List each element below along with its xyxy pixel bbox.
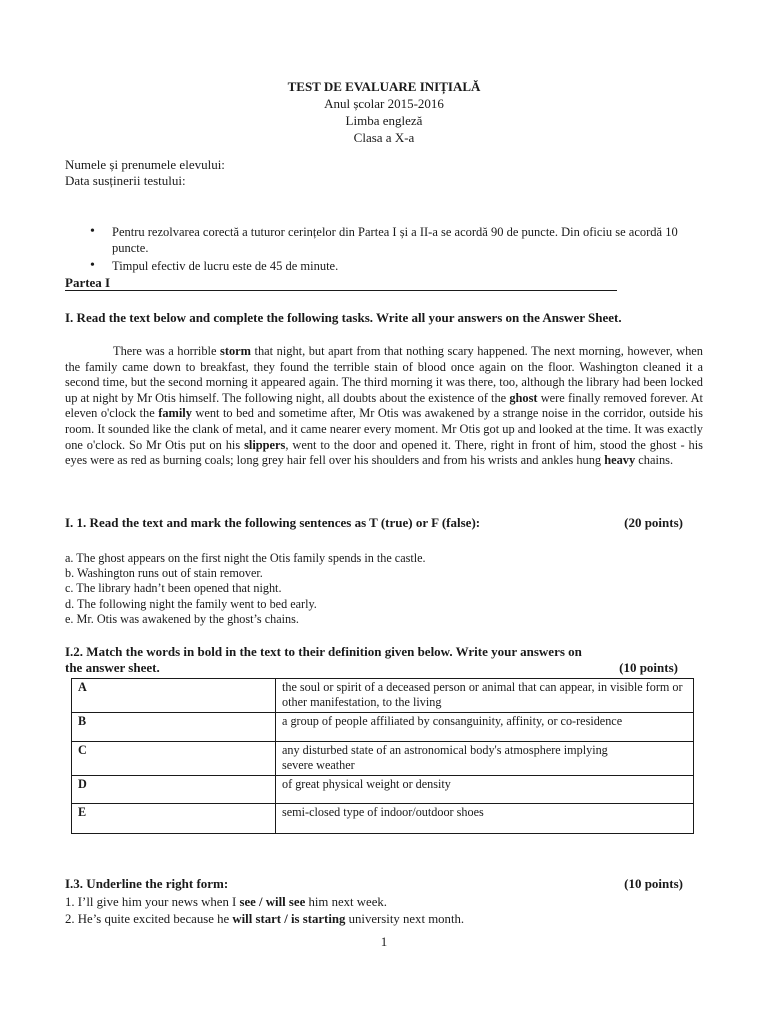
sentence-text: him next week.: [305, 895, 388, 909]
row-letter: E: [72, 804, 276, 834]
sentence-text: 2. He’s quite excited because he: [65, 912, 233, 926]
test-date-label: Data susținerii testului:: [65, 173, 186, 188]
class-level: Clasa a X-a: [353, 130, 415, 145]
table-row: [72, 713, 694, 742]
task2-title-line1: I.2. Match the words in bold in the text to their definition given below. Write your answers on: [65, 644, 582, 659]
passage-text: were finally removed forever. At eleven o'clock the: [65, 390, 703, 421]
bold-word: ghost: [509, 390, 538, 405]
student-name-label: Numele și prenumele elevului:: [65, 157, 225, 172]
row-letter: A: [72, 679, 276, 713]
task2-points: (10 points): [619, 660, 678, 675]
document-header: [0, 78, 768, 146]
choice-options: will start / is starting: [232, 912, 346, 926]
bold-word: storm: [220, 344, 251, 358]
definition-text: any disturbed state of an astronomical body's atmosphere implying severe weather: [282, 743, 608, 772]
student-info: [65, 157, 225, 189]
passage-text: chains.: [635, 453, 674, 468]
task1-points: (20 points): [624, 515, 683, 530]
instruction-item: • Timpul efectiv de lucru este de 45 de minute.: [88, 258, 703, 274]
statement-item: a. The ghost appears on the first night the Otis family spends in the castle.: [65, 551, 426, 565]
task3-points: (10 points): [624, 876, 683, 891]
row-definition: [276, 742, 694, 776]
matching-table: [71, 678, 694, 834]
statement-item: c. The library hadn’t been opened that night.: [65, 581, 282, 596]
statement-item: e. Mr. Otis was awakened by the ghost’s chains.: [65, 611, 299, 626]
bold-word: slippers: [244, 437, 286, 452]
row-definition: semi-closed type of indoor/outdoor shoes: [276, 804, 694, 834]
grammar-items: [65, 894, 464, 928]
bold-word: family: [158, 406, 192, 421]
grammar-item: [65, 894, 464, 911]
passage-text: There was a horrible: [113, 344, 221, 358]
reading-passage: [65, 344, 703, 469]
row-definition: the soul or spirit of a deceased person or animal that can appear, in visible form or other manifestation, to the living: [276, 679, 694, 713]
row-definition: a group of people affiliated by consanguinity, affinity, or co-residence: [276, 713, 694, 742]
task1-title: I. 1. Read the text and mark the following sentences as T (true) or F (false):: [65, 515, 481, 530]
part-label: Partea I: [65, 275, 617, 291]
section-heading: I. Read the text below and complete the following tasks. Write all your answers on the Answer Sheet.: [65, 310, 622, 325]
task2-heading: [65, 644, 703, 676]
statement-item: d. The following night the family went to bed early.: [65, 596, 317, 611]
task3-heading: [65, 876, 703, 892]
table-row: [72, 776, 694, 804]
true-false-statements: [65, 551, 426, 627]
bold-word: heavy: [604, 453, 636, 468]
page-number: 1: [380, 934, 388, 949]
passage-text: , went to the door and opened it. There, right in front of him, stood the ghost - his eyes were as red as burning coals; long grey hair fell over his shoulders and from his wrists and ankles hung: [65, 437, 703, 468]
passage-text: went to bed and sometime after, Mr Otis was awakened by a strange noise in the corridor, outside his room. It sounded like the clank of metal, and it came nearer every moment. Mr Otis got up and looked at the time. It was exactly one o'clock. So Mr Otis put on his: [65, 406, 704, 452]
table-row: [72, 804, 694, 834]
row-definition: of great physical weight or density: [276, 776, 694, 804]
task3-title: I.3. Underline the right form:: [65, 876, 229, 891]
row-letter: C: [72, 742, 276, 776]
table-row: [72, 679, 694, 713]
choice-options: see / will see: [239, 895, 306, 909]
task2-title-line2: the answer sheet.: [65, 660, 160, 675]
instruction-item: • Pentru rezolvarea corectă a tuturor cerințelor din Partea I și a II-a se acordă 90 de puncte. Din oficiu se acordă 10 puncte.: [88, 224, 703, 256]
document-title: TEST DE EVALUARE INIȚIALĂ: [287, 79, 481, 94]
sentence-text: 1. I’ll give him your news when I: [65, 895, 240, 909]
sentence-text: university next month.: [345, 912, 465, 926]
passage-text: that night, but apart from that nothing scary happened. The next morning, however, when the family came down to breakfast, they found the terrible stain of blood once again on the floor. Washington cleaned it a second time, but the second morning it appeared again. The third morning it was there, too, although the library had been locked up at night by Mr Otis himself. The following night, all doubts about the existence of the: [65, 344, 703, 405]
grammar-item: [65, 911, 464, 928]
subject: Limba engleză: [345, 113, 423, 128]
row-letter: B: [72, 713, 276, 742]
table-row: [72, 742, 694, 776]
task1-heading: [65, 515, 703, 531]
instructions-list: [88, 224, 703, 276]
school-year: Anul școlar 2015-2016: [324, 96, 444, 111]
row-letter: D: [72, 776, 276, 804]
statement-item: b. Washington runs out of stain remover.: [65, 566, 263, 581]
